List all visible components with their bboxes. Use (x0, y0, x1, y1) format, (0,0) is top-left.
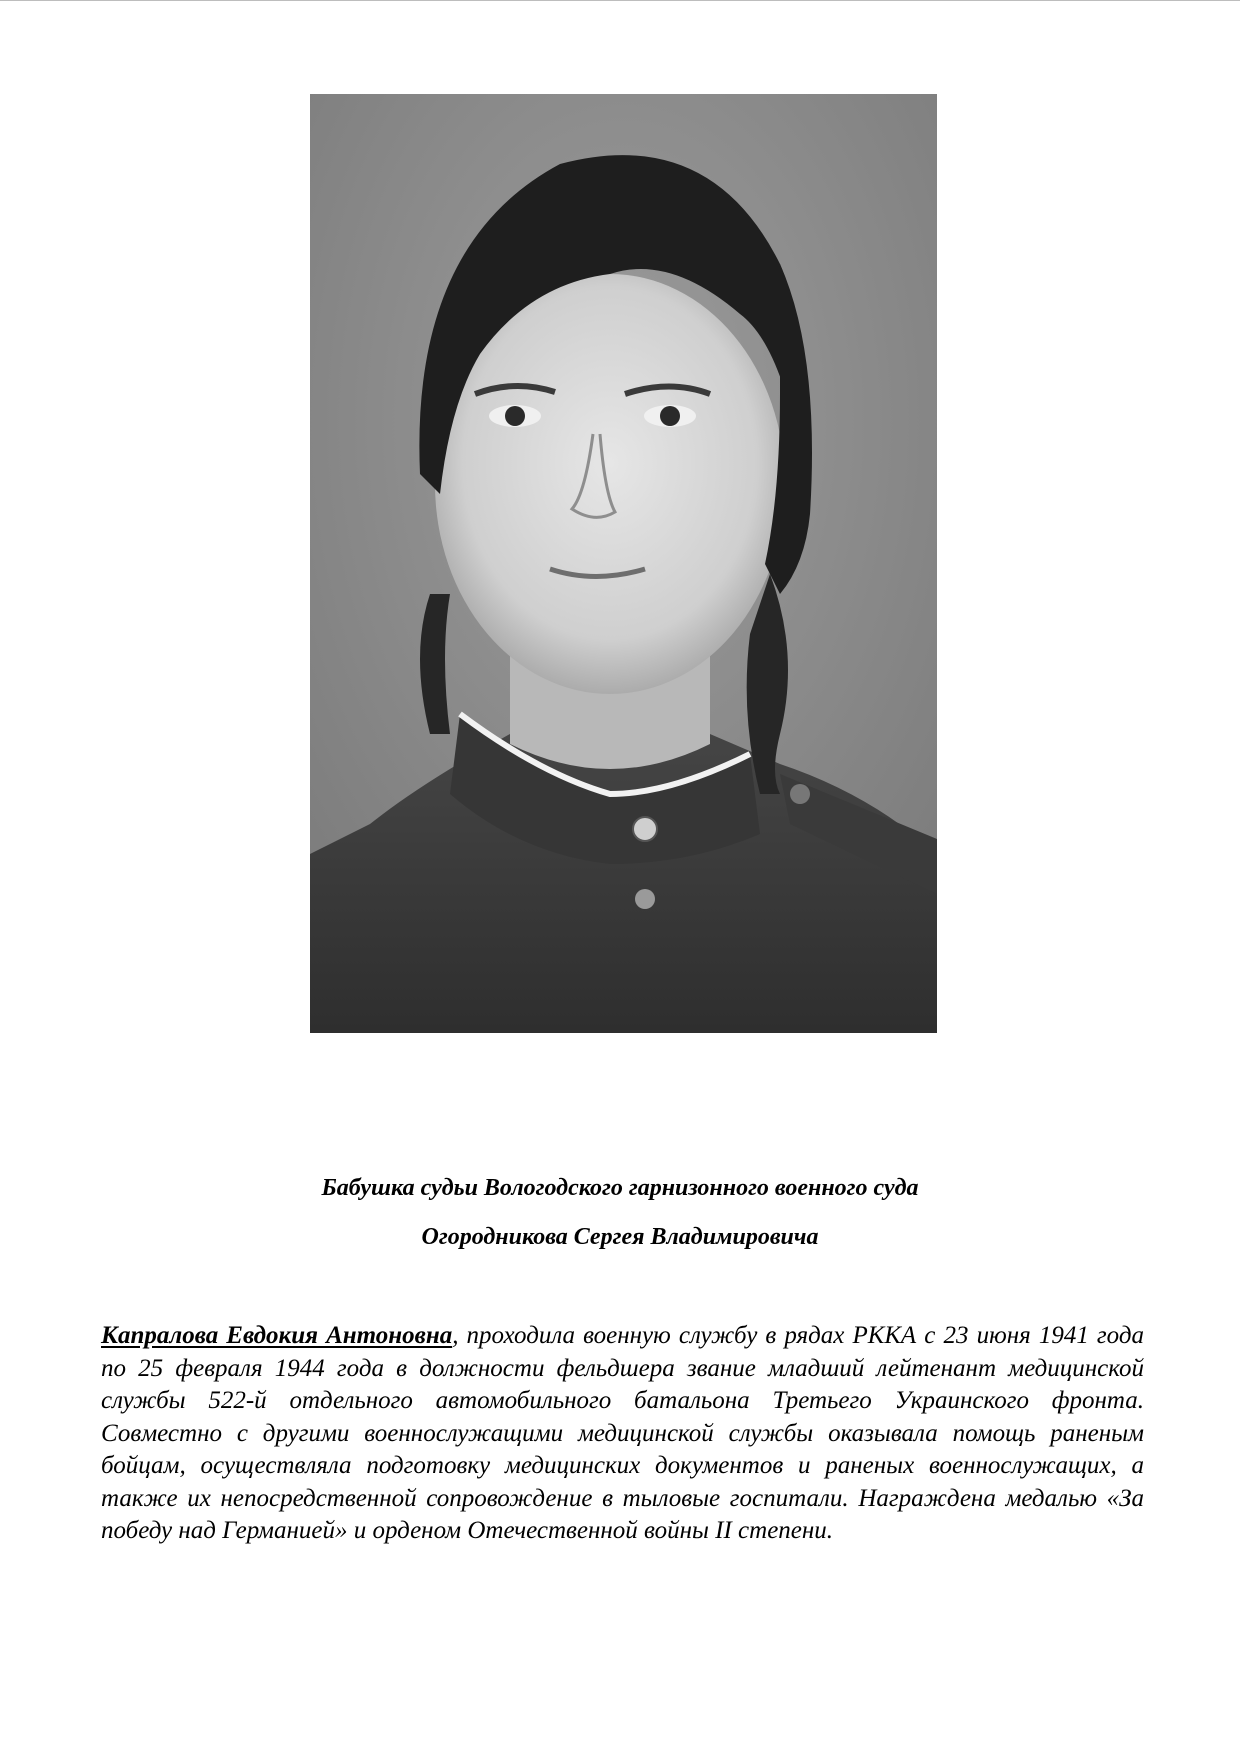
biography-text: , проходила военную службу в рядах РККА с 23 июня 1941 года по 25 февраля 1944 года в должности фельдшера звание младший лейтенант медицинской службы 522-й отдельного автомобильного батальона Третьего Украинского фронта. Совместно с другими военнослужащими медицинской службы оказывала помощь раненым бойцам, осуществляла подготовку медицинских документов и раненых военнослужащих, а также их непосредственной сопровождение в тыловые госпитали. Награждена медалью «За победу над Германией» и орденом Отечественной войны II степени. (101, 1322, 1144, 1544)
portrait-image (310, 94, 937, 1033)
page-top-border (0, 0, 1240, 1)
caption-line-2: Огородникова Сергея Владимировича (421, 1224, 819, 1250)
person-name: Капралова Евдокия Антоновна (101, 1322, 453, 1349)
portrait-photo (310, 94, 937, 1033)
caption-line-1: Бабушка судьи Вологодского гарнизонного военного суда (321, 1175, 919, 1201)
biography-paragraph (101, 1320, 1144, 1548)
